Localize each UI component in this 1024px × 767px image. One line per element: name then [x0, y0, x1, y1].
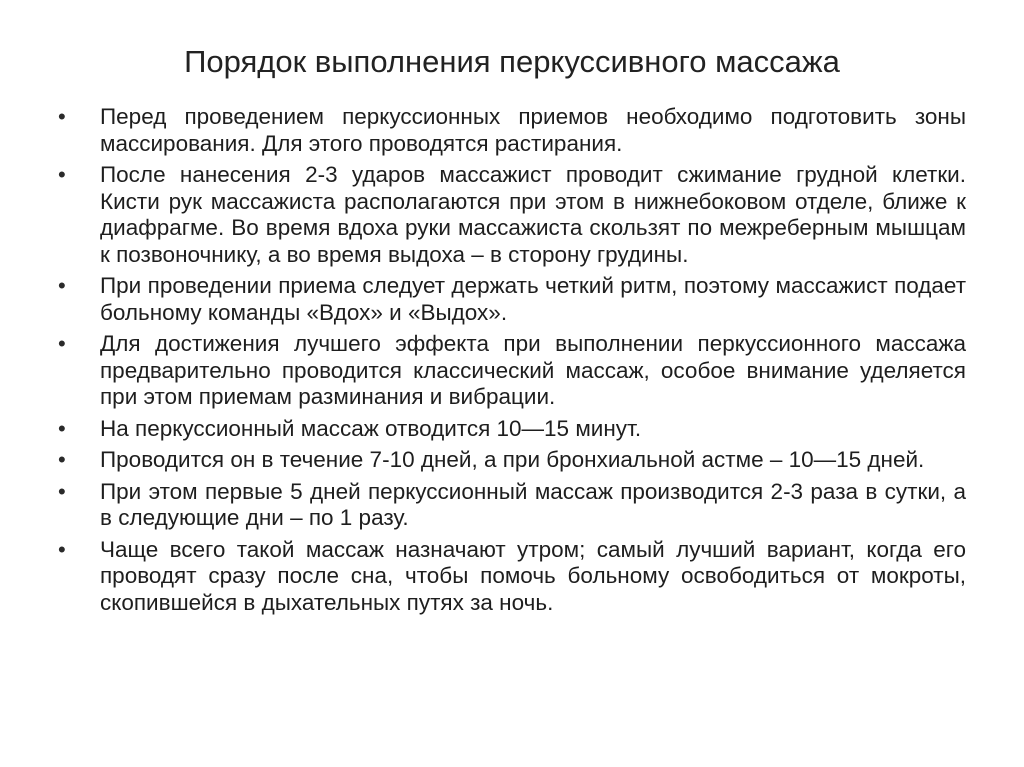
bullet-text: На перкуссионный массаж отводится 10—15 минут.: [100, 415, 642, 441]
bullet-icon: •: [58, 104, 66, 129]
bullet-item: [58, 104, 966, 157]
bullet-item: [58, 479, 966, 532]
bullet-icon: •: [58, 415, 66, 441]
bullet-text: Перед проведением перкуссионных приемов необходимо подготовить зоны массирования. Для этого проводятся растирания.: [100, 104, 966, 156]
bullet-icon: •: [58, 478, 66, 504]
bullet-item: [58, 416, 966, 443]
bullet-item: [58, 162, 966, 268]
bullet-icon: •: [58, 536, 66, 562]
bullet-text: Проводится он в течение 7-10 дней, а при бронхиальной астме – 10—15 дней.: [100, 447, 925, 472]
bullet-item: [58, 273, 966, 326]
bullet-list: [58, 104, 966, 621]
bullet-icon: •: [58, 162, 66, 187]
bullet-text: При проведении приема следует держать четкий ритм, поэтому массажист подает больному команды «Вдох» и «Выдох».: [100, 273, 966, 325]
bullet-item: [58, 537, 966, 617]
bullet-icon: •: [58, 273, 66, 298]
bullet-text: При этом первые 5 дней перкуссионный массаж производится 2-3 раза в сутки, а в следующие дни – по 1 разу.: [100, 478, 966, 530]
bullet-icon: •: [58, 447, 66, 472]
bullet-text: Чаще всего такой массаж назначают утром; самый лучший вариант, когда его проводят сразу после сна, чтобы помочь больному освободиться от мокроты, скопившейся в дыхательных путях за ночь.: [100, 536, 966, 615]
bullet-icon: •: [58, 331, 66, 356]
bullet-item: [58, 331, 966, 411]
bullet-text: Для достижения лучшего эффекта при выполнении перкуссионного массажа предварительно проводится классический массаж, особое внимание уделяется при этом приемам разминания и вибрации.: [100, 331, 966, 409]
bullet-text: После нанесения 2-3 ударов массажист проводит сжимание грудной клетки. Кисти рук массажиста располагаются при этом в нижнебоковом отделе, ближе к диафрагме. Во время вдоха руки массажиста скользят по межреберным мышцам к позвоночнику, а во время выдоха – в сторону грудины.: [100, 162, 966, 267]
slide-title: Порядок выполнения перкуссивного массажа: [184, 44, 840, 79]
bullet-item: [58, 447, 966, 474]
